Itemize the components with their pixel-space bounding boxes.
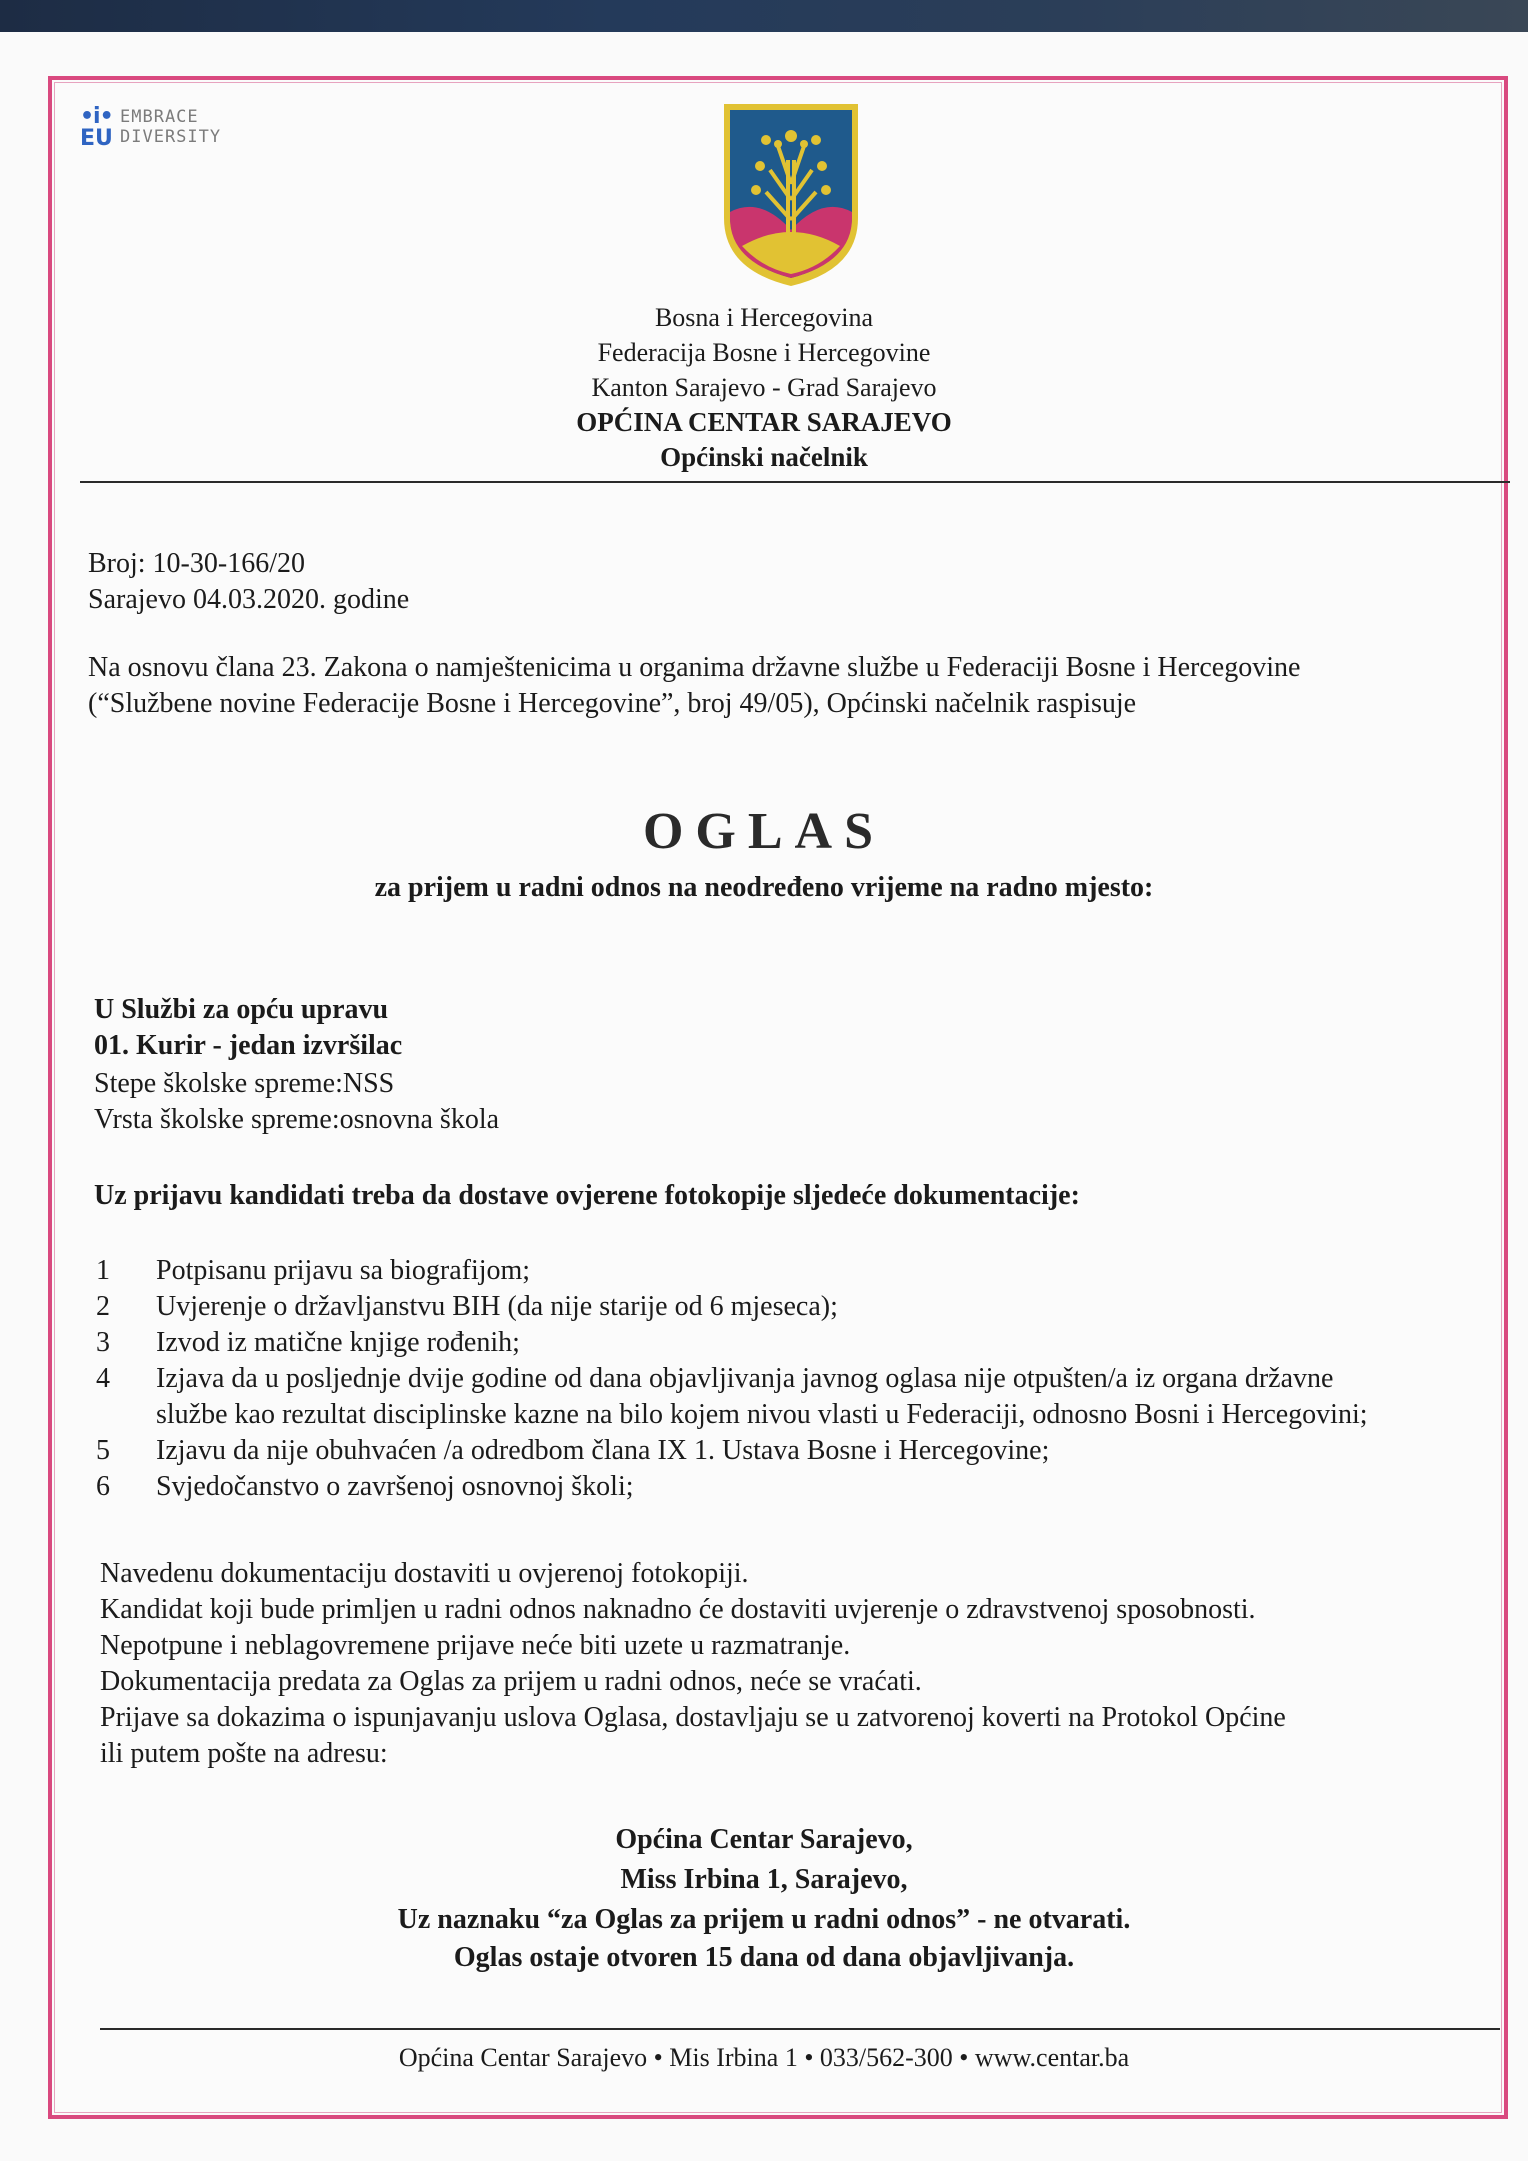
intro-line-2: (“Službene novine Federacije Bosne i Hercegovine”, broj 49/05), Općinski načelnik raspisuje <box>88 688 1137 719</box>
address-line-3: Uz naznaku “za Oglas za prijem u radni odnos” - ne otvarati. <box>397 1904 1131 1935</box>
note-line: ili putem pošte na adresu: <box>100 1738 388 1769</box>
list-item <box>96 1469 1496 1505</box>
documents-heading: Uz prijavu kandidati treba da dostave ovjerene fotokopije sljedeće dokumentacije: <box>94 1180 1080 1211</box>
address-line-2: Miss Irbina 1, Sarajevo, <box>620 1864 908 1895</box>
header-municipality: OPĆINA CENTAR SARAJEVO <box>576 407 952 437</box>
logo-mark-bottom: EU <box>80 126 113 151</box>
list-item-number: 1 <box>96 1255 110 1286</box>
list-item <box>96 1325 1496 1361</box>
header-office: Općinski načelnik <box>660 442 868 472</box>
list-item-number: 4 <box>96 1363 110 1394</box>
list-item <box>96 1361 1496 1397</box>
top-edge-band <box>0 0 1528 32</box>
note-line: Dokumentacija predata za Oglas za prijem u radni odnos, neće se vraćati. <box>100 1666 922 1697</box>
list-item-text: Uvjerenje o državljanstvu BIH (da nije starije od 6 mjeseca); <box>156 1291 838 1322</box>
note-line: Prijave sa dokazima o ispunjavanju uslova Oglasa, dostavljaju se u zatvorenoj koverti na Protokol Općine <box>100 1702 1286 1733</box>
header-country: Bosna i Hercegovina <box>654 303 874 332</box>
note-line: Navedenu dokumentaciju dostaviti u ovjerenoj fotokopiji. <box>100 1558 749 1589</box>
logo-mark-top: •i• <box>80 104 113 129</box>
document-header <box>0 300 1528 475</box>
document-date: Sarajevo 04.03.2020. godine <box>88 584 410 615</box>
header-canton: Kanton Sarajevo - Grad Sarajevo <box>591 373 937 402</box>
logo-text-line1: EMBRACE <box>120 107 199 127</box>
page-subtitle: za prijem u radni odnos na neodređeno vrijeme na radno mjesto: <box>374 872 1154 903</box>
list-item <box>96 1253 1496 1289</box>
job-title: 01. Kurir - jedan izvršilac <box>94 1030 403 1061</box>
address-line-4: Oglas ostaje otvoren 15 dana od dana objavljivanja. <box>453 1942 1075 1973</box>
list-item <box>96 1433 1496 1469</box>
logo-text-line2: DIVERSITY <box>120 127 222 147</box>
note-line: Kandidat koji bude primljen u radni odnos naknadno će dostaviti uvjerenje o zdravstvenoj sposobnosti. <box>100 1594 1256 1625</box>
embrace-diversity-logo <box>80 104 230 156</box>
list-item-text: Izjava da u posljednje dvije godine od dana objavljivanja javnog oglasa nije otpušten/a iz organa državne <box>156 1363 1334 1394</box>
list-item-number: 2 <box>96 1291 110 1322</box>
list-item-number: 5 <box>96 1435 110 1466</box>
header-federation: Federacija Bosne i Hercegovine <box>597 338 931 367</box>
header-divider <box>80 481 1510 483</box>
list-item-text: Svjedočanstvo o završenoj osnovnoj školi; <box>156 1471 634 1502</box>
footer-contact: Općina Centar Sarajevo • Mis Irbina 1 • 033/562-300 • www.centar.ba <box>398 2043 1130 2072</box>
list-item-number: 6 <box>96 1471 110 1502</box>
page-title: OGLAS <box>642 803 886 860</box>
list-item-text: Potpisanu prijavu sa biografijom; <box>156 1255 531 1286</box>
documents-list <box>96 1253 1496 1505</box>
list-item <box>96 1289 1496 1325</box>
intro-line-1: Na osnovu člana 23. Zakona o namještenicima u organima državne službe u Federaciji Bosne i Hercegovine <box>88 652 1301 683</box>
education-type: Vrsta školske spreme:osnovna škola <box>94 1104 500 1135</box>
footer-divider <box>100 2028 1500 2030</box>
address-line-1: Općina Centar Sarajevo, <box>615 1824 913 1855</box>
list-item-text: Izvod iz matične knjige rođenih; <box>156 1327 520 1358</box>
list-item-continuation: službe kao rezultat disciplinske kazne na bilo kojem nivou vlasti u Federaciji, odnosno Bosni i Hercegovini; <box>156 1399 1368 1430</box>
service-name: U Službi za opću upravu <box>94 994 389 1025</box>
list-item-text: Izjavu da nije obuhvaćen /a odredbom člana IX 1. Ustava Bosne i Hercegovine; <box>156 1435 1050 1466</box>
document-number: Broj: 10-30-166/20 <box>88 548 305 579</box>
note-line: Nepotpune i neblagovremene prijave neće biti uzete u razmatranje. <box>100 1630 851 1661</box>
coat-of-arms-icon <box>720 100 862 290</box>
list-item-number: 3 <box>96 1327 110 1358</box>
education-degree: Stepe školske spreme:NSS <box>94 1068 395 1099</box>
